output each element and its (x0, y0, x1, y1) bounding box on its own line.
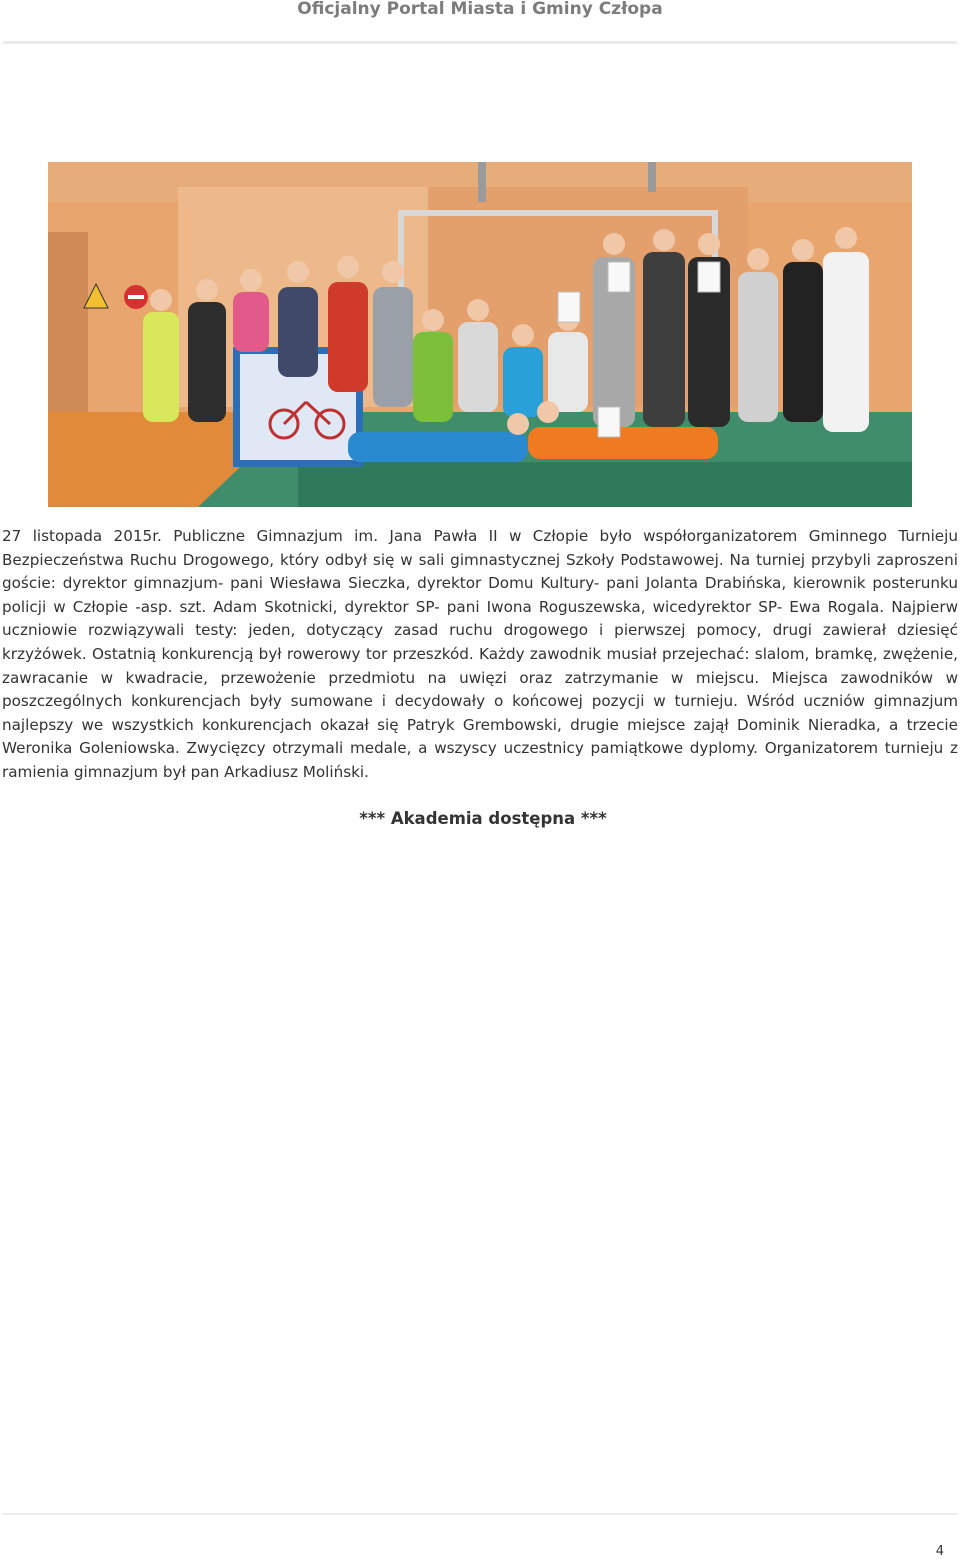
announcement-heading: *** Akademia dostępna *** (359, 809, 607, 828)
footer-divider (3, 1513, 957, 1515)
group-photo-image (48, 162, 912, 507)
header-divider (3, 41, 957, 44)
article-body: 27 listopada 2015r. Publiczne Gimnazjum im. Jana Pawła II w Człopie było współorganizatorem Gminnego Turnieju Bezpieczeństwa Ruchu Drogowego, który odbył się w sali gimnastycznej Szkoły Podstawowej. Na turniej przybyli zaproszeni goście: dyrektor gimnazjum- pani Wiesława Sieczka, dyrektor Domu Kultury- pani Jolanta Drabińska, kierownik posterunku policji w Człopie -asp. szt. Adam Skotnicki, dyrektor SP- pani Iwona Roguszewska, wicedyrektor SP- Ewa Rogala. Najpierw uczniowie rozwiązywali testy: jeden, dotyczący zasad ruchu drogowego i pierwszej pomocy, drugi zawierał dziesięć krzyżówek. Ostatnią konkurencją był rowerowy tor przeszkód. Każdy zawodnik musiał przejechać: slalom, bramkę, zwężenie, zawracanie w kwadracie, przewożenie przedmiotu na uwięzi oraz zatrzymanie w miejscu. Miejsca zawodników w poszczególnych konkurencjach były sumowane i decydowały o końcowej pozycji w turnieju. Wśród uczniów gimnazjum najlepszy we wszystkich konkurencjach okazał się Patryk Grembowski, drugie miejsce zajął Dominik Nieradka, a trzecie Weronika Goleniowska. Zwycięzcy otrzymali medale, a wszyscy uczestnicy pamiątkowe dyplomy. Organizatorem turnieju z ramienia gimnazjum był pan Arkadiusz Moliński. (2, 527, 958, 781)
group-photo (48, 162, 912, 507)
site-title: Oficjalny Portal Miasta i Gminy Człopa (297, 0, 663, 19)
page-number: 4 (935, 1544, 944, 1559)
